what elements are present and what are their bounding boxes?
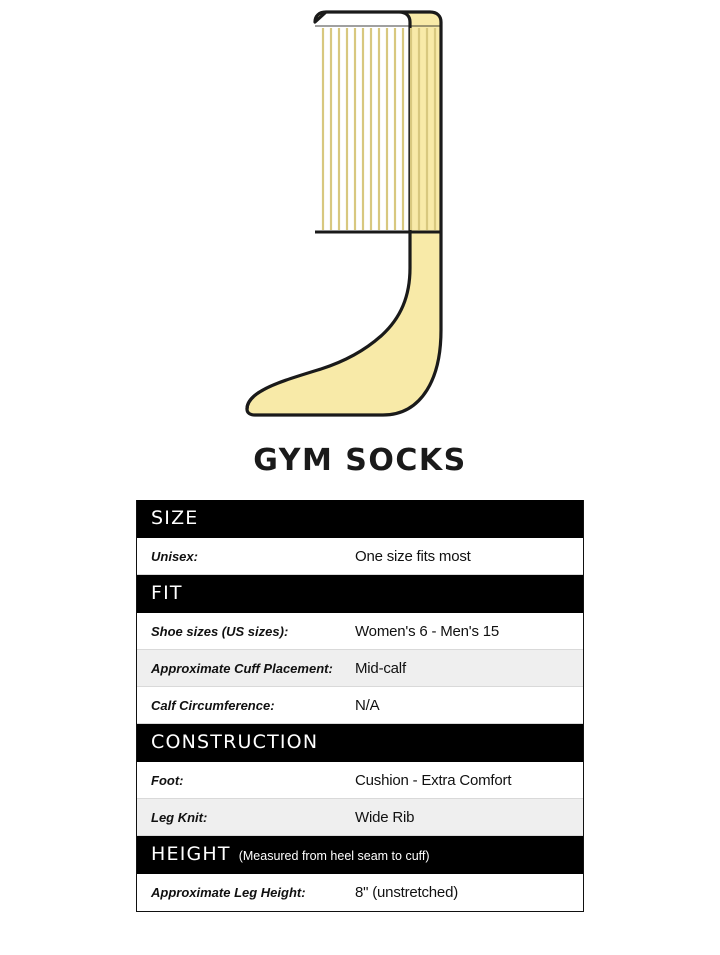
product-illustration: [0, 0, 720, 425]
row-value: Mid-calf: [355, 659, 406, 677]
table-row: [137, 538, 583, 575]
section-title: HEIGHT: [151, 843, 231, 865]
row-value: Wide Rib: [355, 808, 415, 826]
table-row: [137, 650, 583, 687]
row-value: N/A: [355, 696, 380, 714]
row-label: Approximate Leg Height:: [151, 885, 306, 900]
row-value: Cushion - Extra Comfort: [355, 771, 512, 789]
row-label: Calf Circumference:: [151, 697, 275, 713]
section-title: SIZE: [151, 507, 199, 529]
section-header-construction: [137, 724, 583, 762]
table-row: [137, 762, 583, 799]
row-label: Foot:: [151, 772, 184, 788]
table-row: [137, 799, 583, 836]
section-title: CONSTRUCTION: [151, 731, 319, 753]
table-row: [137, 613, 583, 650]
product-title: GYM SOCKS: [253, 443, 467, 478]
table-row: [137, 687, 583, 724]
section-header-height: [137, 836, 583, 874]
section-header-size: [137, 500, 583, 538]
row-value: 8" (unstretched): [355, 884, 459, 901]
section-note: (Measured from heel seam to cuff): [238, 849, 430, 863]
crew-sock-illustration: [195, 0, 525, 420]
table-row: [137, 874, 583, 911]
section-header-fit: [137, 575, 583, 613]
spec-table: [136, 500, 584, 912]
row-label: Approximate Cuff Placement:: [151, 660, 333, 676]
section-title: FIT: [151, 582, 183, 604]
row-label: Leg Knit:: [151, 809, 208, 825]
row-label: Shoe sizes (US sizes):: [151, 623, 289, 639]
row-value: Women's 6 - Men's 15: [355, 622, 500, 640]
row-value: One size fits most: [355, 547, 471, 565]
row-label: Unisex:: [151, 548, 198, 564]
